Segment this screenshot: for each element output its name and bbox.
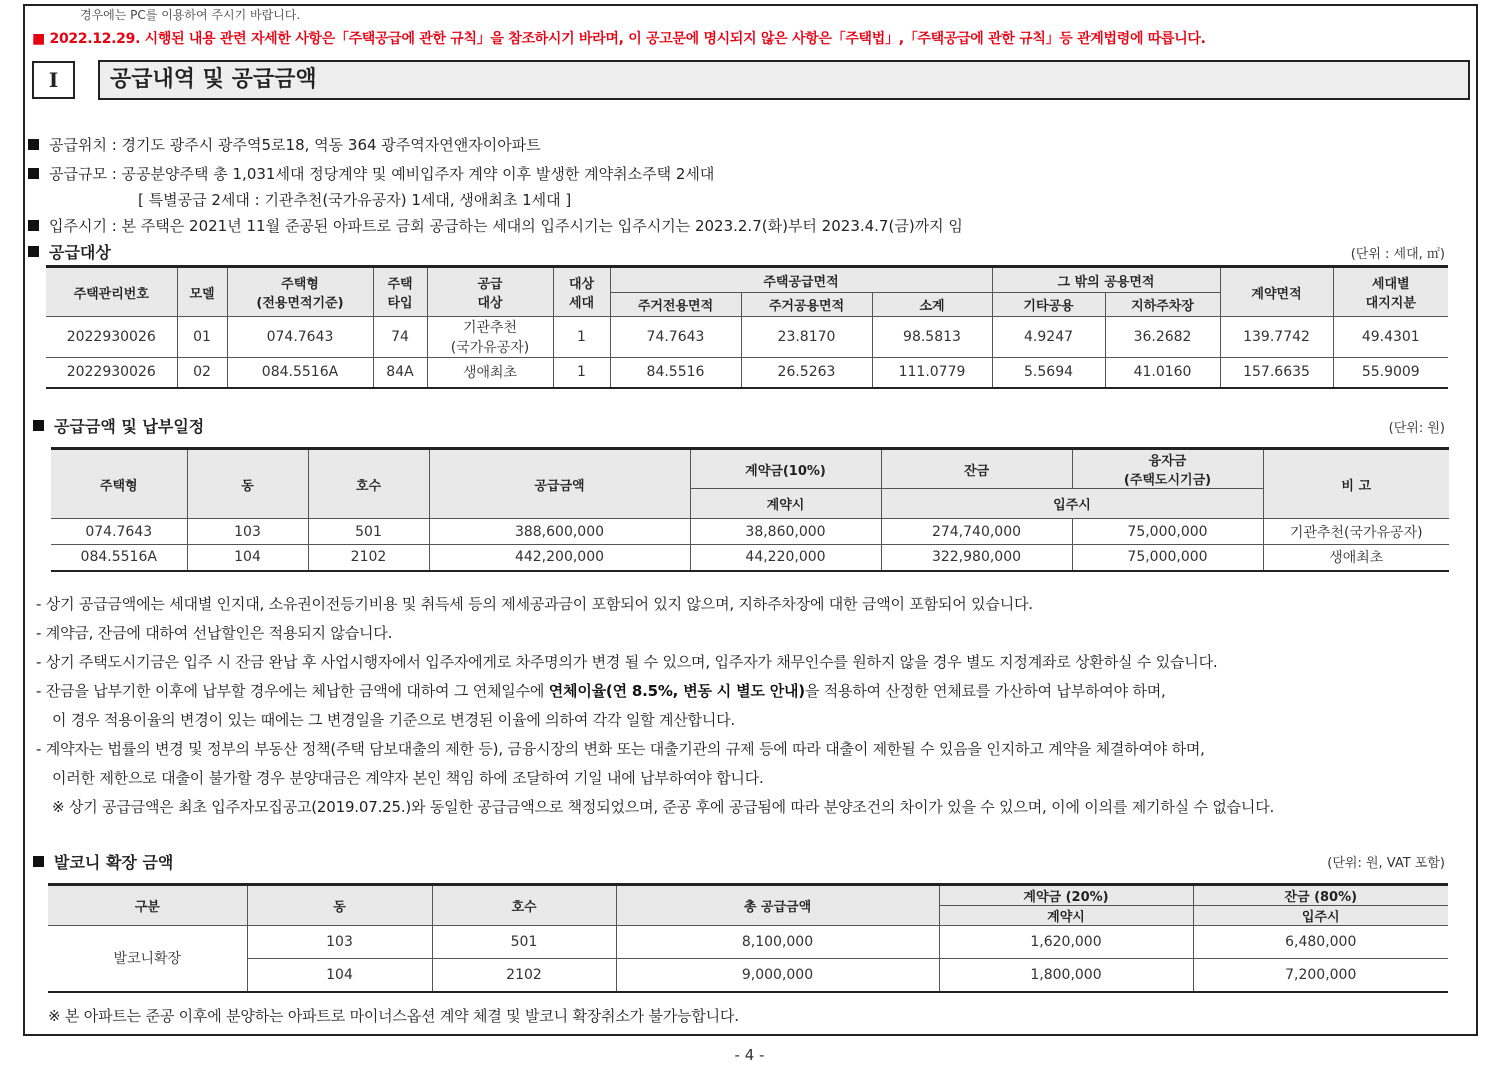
cell-fund: 75,000,000 — [1072, 545, 1263, 571]
cell-deposit: 38,860,000 — [690, 519, 881, 545]
col-supply: 공급 대상 — [427, 267, 553, 317]
cell-exclusive: 84.5516 — [610, 358, 741, 388]
cell-units: 1 — [553, 358, 610, 388]
cell-total: 9,000,000 — [616, 959, 939, 992]
cell-units: 1 — [553, 317, 610, 358]
col-ho: 호수 — [308, 449, 429, 519]
table-row — [46, 317, 1448, 358]
note-loan: - 계약자는 법률의 변경 및 정부의 부동산 정책(주택 담보대출의 제한 등), 금융시장의 변화 또는 대출기관의 규제 등에 따라 대출이 제한될 수 있음을 인지하고 계약을 체결하여야 하며, — [36, 740, 1205, 758]
cell-land: 55.9009 — [1333, 358, 1448, 388]
section-number: I — [32, 61, 75, 99]
cell-other-common: 5.5694 — [992, 358, 1105, 388]
balcony-heading: 발코니 확장 금액 — [33, 850, 173, 873]
bullet-square-icon — [28, 220, 39, 231]
cell-category: 발코니확장 — [48, 926, 247, 992]
col-at-move-in: 입주시 — [881, 489, 1263, 519]
cell-deposit: 1,620,000 — [939, 926, 1193, 959]
cell-exclusive: 74.7643 — [610, 317, 741, 358]
cell-model: 02 — [177, 358, 227, 388]
cell-amount: 442,200,000 — [429, 545, 690, 571]
bullet-square-icon — [28, 246, 39, 257]
note-late-fee-cont: 이 경우 적용이율의 변경이 있는 때에는 그 변경일을 기준으로 변경된 이율에 의하여 각각 일할 계산합니다. — [52, 711, 735, 729]
col-other-common: 기타공용 — [992, 293, 1105, 317]
cell-land: 49.4301 — [1333, 317, 1448, 358]
cell-deposit: 1,800,000 — [939, 959, 1193, 992]
table-row — [48, 926, 1448, 959]
cell-dong: 103 — [187, 519, 308, 545]
cell-other-common: 4.9247 — [992, 317, 1105, 358]
cell-dong: 104 — [187, 545, 308, 571]
cell-parking: 36.2682 — [1105, 317, 1220, 358]
col-common: 주거공용면적 — [741, 293, 872, 317]
note-price-basis: ※ 상기 공급금액은 최초 입주자모집공고(2019.07.25.)와 동일한 공급금액으로 책정되었으며, 준공 후에 공급됨에 따라 분양조건의 차이가 있을 수 있으며, 이에 이의를 제기하실 수 없습니다. — [52, 798, 1275, 816]
cell-dong: 103 — [247, 926, 432, 959]
cell-parking: 41.0160 — [1105, 358, 1220, 388]
cell-ho: 2102 — [432, 959, 616, 992]
cell-type: 074.7643 — [51, 519, 187, 545]
col-at-contract: 계약시 — [690, 489, 881, 519]
bullet-square-icon — [33, 856, 44, 867]
price-table — [51, 447, 1449, 572]
info-scale: 공급규모 : 공공분양주택 총 1,031세대 정당계약 및 예비입주자 계약 이후 발생한 계약취소주택 2세대 — [28, 163, 714, 184]
top-note: 경우에는 PC를 이용하여 주시기 바랍니다. — [80, 8, 301, 22]
col-category: 구분 — [48, 885, 247, 926]
cell-common: 23.8170 — [741, 317, 872, 358]
col-subtotal: 소계 — [872, 293, 992, 317]
info-location: 공급위치 : 경기도 광주시 광주역5로18, 역동 364 광주역자연앤자이아파트 — [28, 134, 541, 155]
col-supply-area: 주택공급면적 — [610, 267, 992, 293]
col-balance: 잔금 — [881, 449, 1072, 489]
cell-fund: 75,000,000 — [1072, 519, 1263, 545]
cell-mgmt-no: 2022930026 — [46, 358, 177, 388]
col-mgmt-no: 주택관리번호 — [46, 267, 177, 317]
col-model: 모델 — [177, 267, 227, 317]
cell-ho: 501 — [308, 519, 429, 545]
target-unit: (단위 : 세대, ㎡) — [1350, 247, 1445, 262]
col-ho: 호수 — [432, 885, 616, 926]
cell-contract-area: 157.6635 — [1220, 358, 1333, 388]
cell-balance: 6,480,000 — [1193, 926, 1448, 959]
bullet-square-icon — [33, 420, 44, 431]
cell-type: 074.7643 — [227, 317, 373, 358]
section-title: 공급내역 및 공급금액 — [98, 60, 1470, 100]
cell-balance: 274,740,000 — [881, 519, 1072, 545]
col-amount: 공급금액 — [429, 449, 690, 519]
col-deposit: 계약금(10%) — [690, 449, 881, 489]
table-row — [48, 959, 1448, 992]
cell-balance: 7,200,000 — [1193, 959, 1448, 992]
cell-ho: 2102 — [308, 545, 429, 571]
cell-mgmt-no: 2022930026 — [46, 317, 177, 358]
balcony-unit: (단위: 원, VAT 포함) — [1327, 856, 1445, 871]
bullet-square-icon — [28, 168, 39, 179]
balcony-footnote: ※ 본 아파트는 준공 이후에 분양하는 아파트로 마이너스옵션 계약 체결 및 발코니 확장취소가 불가능합니다. — [48, 1007, 739, 1025]
cell-supply: 기관추천 (국가유공자) — [427, 317, 553, 358]
col-type: 주택형 — [51, 449, 187, 519]
note-loan-cont: 이러한 제한으로 대출이 불가할 경우 분양대금은 계약자 본인 책임 하에 조달하여 기일 내에 납부하여야 합니다. — [52, 769, 764, 787]
cell-amount: 388,600,000 — [429, 519, 690, 545]
col-type: 주택형 (전용면적기준) — [227, 267, 373, 317]
info-scale-detail: [ 특별공급 2세대 : 기관추천(국가유공자) 1세대, 생애최초 1세대 ] — [138, 191, 572, 209]
cell-balance: 322,980,000 — [881, 545, 1072, 571]
col-at-contract: 계약시 — [939, 906, 1193, 926]
col-dong: 동 — [247, 885, 432, 926]
note-prepay: - 계약금, 잔금에 대하여 선납할인은 적용되지 않습니다. — [36, 624, 393, 642]
col-parking: 지하주차장 — [1105, 293, 1220, 317]
cell-ho: 501 — [432, 926, 616, 959]
cell-dong: 104 — [247, 959, 432, 992]
cell-subtotal: 98.5813 — [872, 317, 992, 358]
target-heading: 공급대상 — [28, 240, 111, 263]
cell-remarks: 생애최초 — [1263, 545, 1449, 571]
cell-total: 8,100,000 — [616, 926, 939, 959]
col-balance: 잔금 (80%) — [1193, 885, 1448, 906]
cell-subtotal: 111.0779 — [872, 358, 992, 388]
col-contract-area: 계약면적 — [1220, 267, 1333, 317]
balcony-table — [48, 883, 1448, 993]
cell-supply: 생애최초 — [427, 358, 553, 388]
table-row — [51, 519, 1449, 545]
late-rate-emphasis: 연체이율(연 8.5%, 변동 시 별도 안내) — [548, 682, 805, 700]
cell-contract-area: 139.7742 — [1220, 317, 1333, 358]
col-deposit: 계약금 (20%) — [939, 885, 1193, 906]
note-taxes: - 상기 공급금액에는 세대별 인지대, 소유권이전등기비용 및 취득세 등의 제세공과금이 포함되어 있지 않으며, 지하주차장에 대한 금액이 포함되어 있습니다. — [36, 595, 1033, 613]
note-late-fee: - 잔금을 납부기한 이후에 납부할 경우에는 체납한 금액에 대하여 그 연체일수에 연체이율(연 8.5%, 변동 시 별도 안내)을 적용하여 산정한 연체료를 가산하여 납부하여야 하며, — [36, 682, 1166, 700]
target-table — [46, 265, 1448, 389]
col-exclusive: 주거전용면적 — [610, 293, 741, 317]
col-units: 대상 세대 — [553, 267, 610, 317]
info-move-in: 입주시기 : 본 주택은 2021년 11월 준공된 아파트로 금회 공급하는 세대의 입주시기는 입주시기는 2023.2.7(화)부터 2023.4.7(금)까지 임 — [28, 215, 963, 236]
col-total: 총 공급금액 — [616, 885, 939, 926]
table-row — [51, 545, 1449, 571]
cell-type: 084.5516A — [227, 358, 373, 388]
note-fund: - 상기 주택도시기금은 입주 시 잔금 완납 후 사업시행자에서 입주자에게로 차주명의가 변경 될 수 있으며, 입주자가 채무인수를 원하지 않을 경우 별도 지정계좌로 상환하실 수 있습니다. — [36, 653, 1218, 671]
table-row — [46, 358, 1448, 388]
col-at-move-in: 입주시 — [1193, 906, 1448, 926]
cell-htype: 74 — [373, 317, 427, 358]
col-fund: 융자금 (주택도시기금) — [1072, 449, 1263, 489]
cell-remarks: 기관추천(국가유공자) — [1263, 519, 1449, 545]
price-heading: 공급금액 및 납부일정 — [33, 414, 204, 437]
cell-deposit: 44,220,000 — [690, 545, 881, 571]
col-htype: 주택 타입 — [373, 267, 427, 317]
red-notice: ■ 2022.12.29. 시행된 내용 관련 자세한 사항은「주택공급에 관한 규칙」을 참조하시기 바라며, 이 공고문에 명시되지 않은 사항은「주택법」,「주택공급에 관한 규칙」등 관계법령에 따릅니다. — [32, 31, 1206, 47]
cell-type: 084.5516A — [51, 545, 187, 571]
cell-htype: 84A — [373, 358, 427, 388]
page-number: - 4 - — [734, 1046, 765, 1064]
col-land: 세대별 대지지분 — [1333, 267, 1448, 317]
cell-common: 26.5263 — [741, 358, 872, 388]
col-remarks: 비 고 — [1263, 449, 1449, 519]
col-other-area: 그 밖의 공용면적 — [992, 267, 1220, 293]
cell-model: 01 — [177, 317, 227, 358]
col-dong: 동 — [187, 449, 308, 519]
price-unit: (단위: 원) — [1388, 421, 1445, 436]
bullet-square-icon — [28, 139, 39, 150]
